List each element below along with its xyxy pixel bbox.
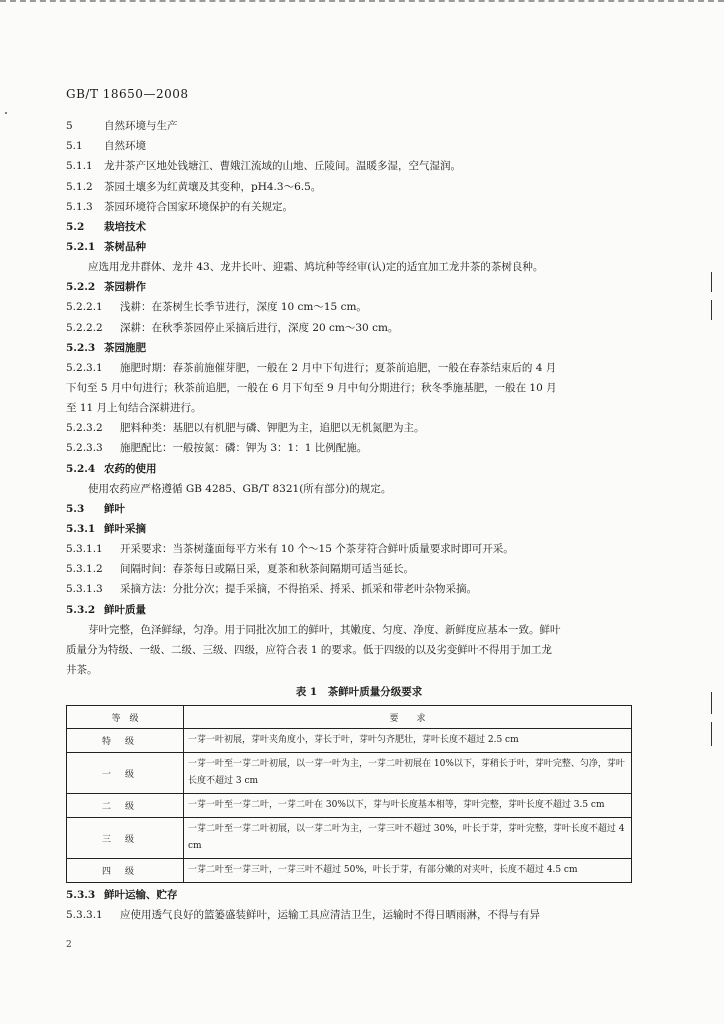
clause: 5.3.1.3 采摘方法：分批分次；提手采摘，不得掐采、捋采、抓采和带老叶杂物采摘。 <box>66 583 477 596</box>
column-header-grade: 等 级 <box>67 706 184 729</box>
requirement-cell: 一芽二叶至一芽三叶，一芽三叶不超过 50%，叶长于芽，有部分嫩的对夹叶，长度不超过 4.5 cm <box>184 859 632 883</box>
requirement-cell: 一芽一叶初展，芽叶夹角度小，芽长于叶，芽叶匀齐肥壮，芽叶长度不超过 2.5 cm <box>184 729 632 753</box>
requirement-cell: 一芽二叶至一芽二叶初展，以一芽二叶为主，一芽三叶不超过 30%，叶长于芽，芽叶完整，芽叶长度不超过 4 cm <box>184 818 632 859</box>
section-heading: 5.1 自然环境 <box>66 140 146 153</box>
scan-dot <box>5 112 7 114</box>
clause: 5.3.1.1 开采要求：当茶树蓬面每平方米有 10 个～15 个茶芽符合鲜叶质量要求时即可开采。 <box>66 543 514 556</box>
grading-table <box>66 705 632 883</box>
section-heading: 5.3.2 鲜叶质量 <box>66 603 146 616</box>
scan-top-rule <box>0 0 724 6</box>
section-heading: 5.3.1 鲜叶采摘 <box>66 522 146 535</box>
document-body <box>66 112 652 929</box>
table-row <box>67 859 632 883</box>
table-row <box>67 794 632 818</box>
paragraph: 应选用龙井群体、龙井 43、龙井长叶、迎霜、鸠坑种等经审(认)定的适宜加工龙井茶的茶树良种。 <box>88 261 544 274</box>
table-row <box>67 729 632 753</box>
clause: 5.2.2.1 浅耕：在茶树生长季节进行，深度 10 cm～15 cm。 <box>66 301 367 314</box>
requirement-cell: 一芽一叶至一芽二叶，一芽二叶在 30%以下，芽与叶长度基本相等，芽叶完整，芽叶长度不超过 3.5 cm <box>184 794 632 818</box>
clause: 5.1.2 茶园土壤多为红黄壤及其变种，pH4.3～6.5。 <box>66 180 322 193</box>
section-heading: 5.2.1 茶树品种 <box>66 240 146 253</box>
table-body <box>67 729 632 883</box>
section-heading: 5.3.3 鲜叶运输、贮存 <box>66 889 178 902</box>
scan-margin-mark <box>711 722 712 746</box>
grade-cell: 一级 <box>67 753 184 794</box>
clause: 5.2.3.2 肥料种类：基肥以有机肥与磷、钾肥为主，追肥以无机氮肥为主。 <box>66 422 425 435</box>
table-row <box>67 753 632 794</box>
grade-cell: 二级 <box>67 794 184 818</box>
section-heading: 5.2 栽培技术 <box>66 220 146 233</box>
table-row <box>67 818 632 859</box>
table-title: 表 1 茶鲜叶质量分级要求 <box>295 686 423 699</box>
grade-cell: 四级 <box>67 859 184 883</box>
clause: 5.3.1.2 间隔时间：春茶每日或隔日采，夏茶和秋茶间隔期可适当延长。 <box>66 563 414 576</box>
clause: 5.3.3.1 应使用透气良好的篮篓盛装鲜叶，运输工具应清洁卫生，运输时不得日晒雨淋，不得与有异 <box>66 909 540 922</box>
standard-header: GB/T 18650—2008 <box>66 87 189 101</box>
requirement-cell: 一芽一叶至一芽二叶初展，以一芽一叶为主，一芽二叶初展在 10%以下，芽稍长于叶，芽叶完整、匀净，芽叶长度不超过 3 cm <box>184 753 632 794</box>
section-heading: 5.3 鲜叶 <box>66 502 125 515</box>
section-heading: 5.2.3 茶园施肥 <box>66 341 146 354</box>
scan-margin-mark <box>711 272 712 292</box>
paragraph: 芽叶完整，色泽鲜绿，匀净。用于同批次加工的鲜叶，其嫩度、匀度、净度、新鲜度应基本一致。鲜叶 质量分为特级、一级、二级、三级、四级，应符合表 1 的要求。低于四级的以及劣变鲜叶不得用于加工龙 井茶。 <box>66 623 561 676</box>
paragraph: 使用农药应严格遵循 GB 4285、GB/T 8321(所有部分)的规定。 <box>88 482 392 495</box>
section-heading: 5.2.2 茶园耕作 <box>66 281 146 294</box>
scan-margin-mark <box>711 300 712 320</box>
grade-cell: 三级 <box>67 818 184 859</box>
clause: 5.2.3.3 施肥配比：一般按氮：磷：钾为 3：1：1 比例配施。 <box>66 442 368 455</box>
clause: 5.1.3 茶园环境符合国家环境保护的有关规定。 <box>66 200 293 213</box>
column-header-requirement: 要 求 <box>184 706 632 729</box>
scan-margin-mark <box>711 692 712 714</box>
table-header-row <box>67 706 632 729</box>
clause: 5.1.1 龙井茶产区地处钱塘江、曹娥江流域的山地、丘陵间。温暖多湿，空气湿润。 <box>66 160 461 173</box>
clause: 5.2.3.1 施肥时期：春茶前施催芽肥，一般在 2 月中下旬进行；夏茶前追肥，一般在春茶结束后的 4 月 下旬至 5 月中旬进行；秋茶前追肥，一般在 6 月下旬至 9 月中旬分期进行；秋冬季施基肥，一般在 10 月 至 11 月上旬结合深耕进行。 <box>66 361 557 415</box>
clause: 5.2.2.2 深耕：在秋季茶园停止采摘后进行，深度 20 cm～30 cm。 <box>66 321 399 334</box>
page-number: 2 <box>66 940 72 950</box>
grade-cell: 特级 <box>67 729 184 753</box>
section-heading: 5.2.4 农药的使用 <box>66 462 157 475</box>
section-heading: 5 自然环境与生产 <box>66 120 178 133</box>
